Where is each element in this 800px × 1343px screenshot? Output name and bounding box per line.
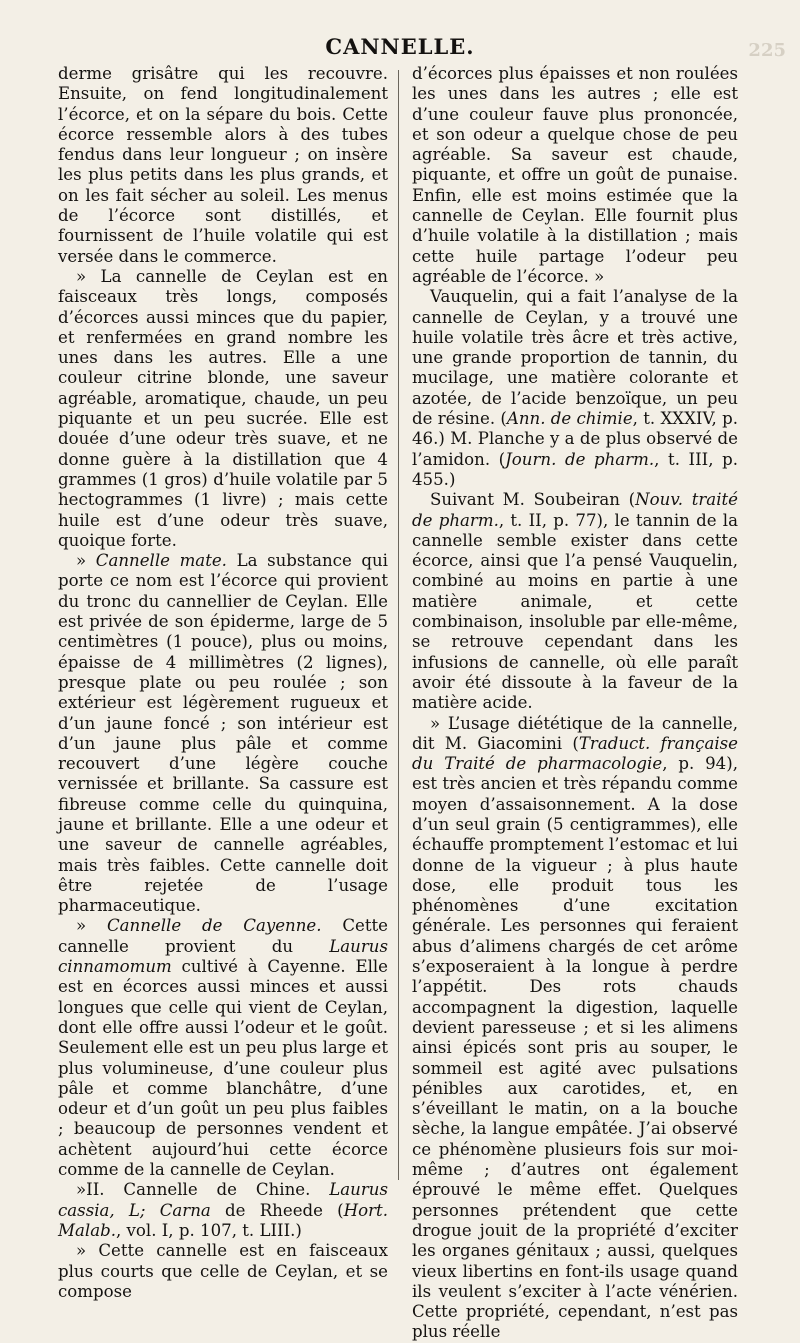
paragraph: Suivant M. Soubeiran (Nouv. traité de pharm., t. II, p. 77), le tannin de la cannelle semble exister dans cette écorce, ainsi que l’a pensé Vauquelin, combiné au moins en partie à une matière animale, et cette combinaison, insoluble par elle-même, se retrouve cependant dans les infusions de cannelle, où elle paraît avoir été dissoute à la faveur de la matière acide. — [412, 490, 738, 713]
running-header: CANNELLE. — [325, 34, 475, 59]
paragraph: » Cannelle de Cayenne. Cette cannelle provient du Laurus cinnamomum cultivé à Cayenne. Elle est en écorces aussi minces et aussi longues que celle qui vient de Ceylan, dont elle offre aussi l’odeur et le goût. Seulement elle est un peu plus large et plus volumineuse, d’une couleur plus pâle et comme blanchâtre, d’une odeur et d’un goût un peu plus faibles ; beaucoup de personnes vendent et achètent aujourd’hui cette écorce comme de la cannelle de Ceylan. — [58, 916, 388, 1180]
paragraph: » Cannelle mate. La substance qui porte ce nom est l’écorce qui provient du tronc du cannellier de Ceylan. Elle est privée de son épiderme, large de 5 centimètres (1 pouce), plus ou moins, épaisse de 4 millimètres (2 lignes), presque plate ou peu roulée ; son extérieur est légèrement rugueux et d’un jaune foncé ; son intérieur est d’un jaune plus pâle et comme recouvert d’une légère couche vernissée et brillante. Sa cassure est fibreuse comme celle du quinquina, jaune et brillante. Elle a une odeur et une saveur de cannelle agréables, mais très faibles. Cette cannelle doit être rejetée de l’usage pharmaceutique. — [58, 551, 388, 916]
paragraph: » Cette cannelle est en faisceaux plus courts que celle de Ceylan, et se compose — [58, 1241, 388, 1301]
paragraph: d’écorces plus épaisses et non roulées les unes dans les autres ; elle est d’une couleur fauve plus prononcée, et son odeur a quelque chose de peu agréable. Sa saveur est chaude, piquante, et offre un goût de punaise. Enfin, elle est moins estimée que la cannelle de Ceylan. Elle fournit plus d’huile volatile à la distillation ; mais cette huile partage l’odeur peu agréable de l’écorce. » — [412, 64, 738, 286]
paragraph: derme grisâtre qui les recouvre. Ensuite, on fend longitudinalement l’écorce, et on la sépare du bois. Cette écorce ressemble alors à des tubes fendus dans leur longueur ; on insère les plus petits dans les plus grands, et on les fait sécher au soleil. Les menus de l’écorce sont distillés, et fournissent de l’huile volatile qui est versée dans le commerce. — [58, 64, 388, 266]
paragraph: » La cannelle de Ceylan est en faisceaux très longs, composés d’écorces aussi minces que du papier, et renfermées en grand nombre les unes dans les autres. Elle a une couleur citrine blonde, une saveur agréable, aromatique, chaude, un peu piquante et un peu sucrée. Elle est douée d’une odeur très suave, et ne donne guère à la distillation que 4 grammes (1 gros) d’huile volatile par 5 hectogrammes (1 livre) ; mais cette huile est d’une odeur très suave, quoique forte. — [58, 266, 388, 550]
paragraph: Vauquelin, qui a fait l’analyse de la cannelle de Ceylan, y a trouvé une huile volatile très âcre et très active, une grande proportion de tannin, du mucilage, une matière colorante et azotée, de l’acide benzoïque, un peu de résine. (Ann. de chimie, t. XXXIV, p. 46.) M. Planche y a de plus observé de l’amidon. (Journ. de pharm., t. III, p. 455.) — [412, 287, 739, 489]
paragraph: » L’usage diététique de la cannelle, dit M. Giacomini (Traduct. française du Traité de pharmacologie, p. 94), est très ancien et très répandu comme moyen d’assaisonnement. A la dose d’un seul grain (5 centigrammes), elle échauffe promptement l’estomac et lui donne de la vigueur ; à plus haute dose, elle produit tous les phénomènes d’une excitation générale. Les personnes qui feraient abus d’alimens chargés de cet arôme s’exposeraient à la longue à perdre l’appétit. Des rots chauds accompagnent la digestion, laquelle devient paresseuse ; et si les alimens ainsi épicés sont pris au souper, le sommeil est agité avec pulsations pénibles aux carotides, et, en s’éveillant le matin, on a la bouche sèche, la langue empâtée. J’ai observé ce phénomène plusieurs fois sur moi-même ; d’autres ont également éprouvé le même effet. Quelques personnes prétendent que cette drogue jouit de la propriété d’exciter les organes génitaux ; aussi, quelques vieux libertins en font-ils usage quand ils veulent s’exciter à l’acte vénérien. Cette propriété, cependant, n’est pas plus réelle — [412, 713, 739, 1342]
paragraph: »II. Cannelle de Chine. Laurus cassia, L; Carna de Rheede (Hort. Malab., vol. I, p. 107, t. LIII.) — [58, 1180, 388, 1240]
page-number: 225 — [748, 40, 786, 61]
column-divider — [398, 70, 399, 1180]
right-column — [412, 64, 738, 1343]
left-column — [58, 64, 388, 1302]
